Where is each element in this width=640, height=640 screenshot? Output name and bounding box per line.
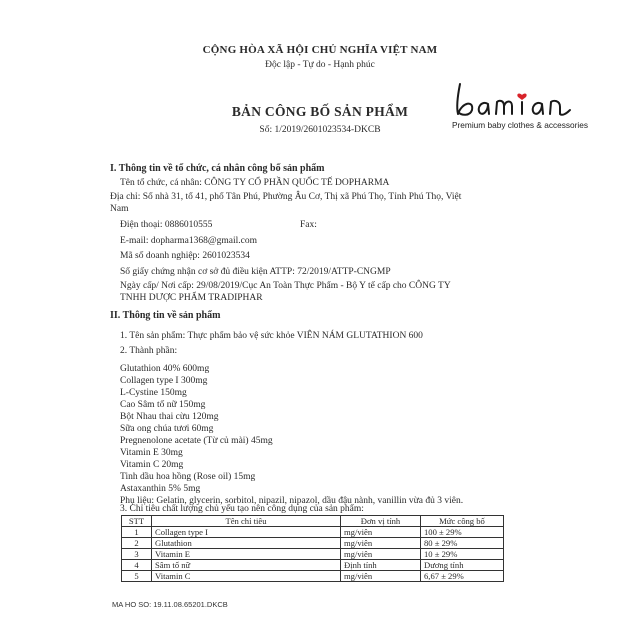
ingredients-title: 2. Thành phần: (120, 346, 178, 356)
cell-level: 80 ± 29% (421, 538, 504, 549)
cell-level: 6,67 ± 29% (421, 571, 504, 582)
heart-icon (517, 94, 526, 100)
cell-criterion: Sâm tố nữ (152, 560, 341, 571)
brand-tagline: Premium baby clothes & accessories (452, 120, 589, 130)
cell-stt: 1 (122, 527, 152, 538)
cell-stt: 5 (122, 571, 152, 582)
address-line2: Nam (110, 204, 129, 214)
header-criterion: Tên chỉ tiêu (152, 516, 341, 527)
criteria-title: 3. Chỉ tiêu chất lượng chủ yếu tạo nên công dụng của sản phẩm: (120, 504, 364, 514)
section2-title: II. Thông tin về sản phẩm (110, 310, 221, 321)
cell-criterion: Glutathion (152, 538, 341, 549)
org-name: Tên tổ chức, cá nhân: CÔNG TY CỔ PHẦN QUỐC TẾ DOPHARMA (120, 178, 390, 188)
country-heading: CỘNG HÒA XÃ HỘI CHỦ NGHĨA VIỆT NAM (202, 44, 438, 56)
table-row (122, 571, 504, 582)
issue-line1: Ngày cấp/ Nơi cấp: 29/08/2019/Cục An Toàn Thực Phẩm - Bộ Y tế cấp cho CÔNG TY (120, 281, 451, 291)
ingredient-item: L-Cystine 150mg (120, 388, 187, 398)
ingredient-item: Collagen type I 300mg (120, 376, 208, 386)
cell-criterion: Vitamin E (152, 549, 341, 560)
email: E-mail: dopharma1368@gmail.com (120, 236, 257, 246)
ingredient-item: Astaxanthin 5% 5mg (120, 484, 201, 494)
ingredient-item: Tinh dầu hoa hồng (Rose oil) 15mg (120, 472, 256, 482)
ingredient-item: Sữa ong chúa tươi 60mg (120, 424, 214, 434)
ingredient-item: Glutathion 40% 600mg (120, 364, 210, 374)
cell-unit: mg/viên (341, 549, 421, 560)
tax-code: Mã số doanh nghiệp: 2601023534 (120, 251, 250, 261)
cell-unit: mg/viên (341, 571, 421, 582)
ingredient-item: Pregnenolone acetate (Từ củ mài) 45mg (120, 436, 273, 446)
cell-stt: 3 (122, 549, 152, 560)
table-header-row (122, 516, 504, 527)
fax: Fax: (300, 220, 317, 230)
document-number: Số: 1/2019/2601023534-DKCB (259, 125, 381, 135)
header-unit: Đơn vị tính (341, 516, 421, 527)
cell-level: 10 ± 29% (421, 549, 504, 560)
phone: Điện thoại: 0886010555 (120, 220, 213, 230)
brand-logo-wordmark (452, 80, 632, 120)
cell-stt: 2 (122, 538, 152, 549)
cell-criterion: Collagen type I (152, 527, 341, 538)
table-row (122, 560, 504, 571)
ingredient-item: Bột Nhau thai cừu 120mg (120, 412, 219, 422)
table-row (122, 527, 504, 538)
dossier-number: MA HO SO: 19.11.08.65201.DKCB (112, 600, 228, 609)
address-line1: Địa chỉ: Số nhà 31, tổ 41, phố Tân Phú, Phường Âu Cơ, Thị xã Phú Thọ, Tỉnh Phú Thọ, Việt (110, 192, 462, 202)
ingredient-item: Cao Sâm tố nữ 150mg (120, 400, 206, 410)
cell-unit: mg/viên (341, 538, 421, 549)
brand-logo (452, 80, 632, 134)
ingredient-item: Vitamin E 30mg (120, 448, 183, 458)
header-stt: STT (122, 516, 152, 527)
food-safety-certificate: Số giấy chứng nhận cơ sở đủ điều kiện ATTP: 72/2019/ATTP-CNGMP (120, 267, 391, 277)
quality-criteria-table (121, 515, 504, 582)
cell-unit: Định tính (341, 560, 421, 571)
cell-level: Dương tính (421, 560, 504, 571)
excipients: Phụ liệu: Gelatin, glycerin, sorbitol, nipazil, nipazol, dầu đậu nành, vanillin vừa đủ 3 viên. (120, 496, 464, 506)
cell-criterion: Vitamin C (152, 571, 341, 582)
issue-line2: TNHH DƯỢC PHẨM TRADIPHAR (120, 293, 263, 303)
document-title: BẢN CÔNG BỐ SẢN PHẨM (231, 104, 409, 119)
cell-unit: mg/viên (341, 527, 421, 538)
cell-level: 100 ± 29% (421, 527, 504, 538)
section1-title: I. Thông tin về tổ chức, cá nhân công bố sản phẩm (110, 163, 325, 174)
header-declared-level: Mức công bố (421, 516, 504, 527)
motto: Độc lập - Tự do - Hạnh phúc (265, 60, 375, 70)
table-row (122, 549, 504, 560)
cell-stt: 4 (122, 560, 152, 571)
product-name: 1. Tên sản phẩm: Thực phẩm bảo vệ sức khỏe VIÊN NÁM GLUTATHION 600 (120, 331, 423, 341)
ingredient-item: Vitamin C 20mg (120, 460, 184, 470)
table-row (122, 538, 504, 549)
